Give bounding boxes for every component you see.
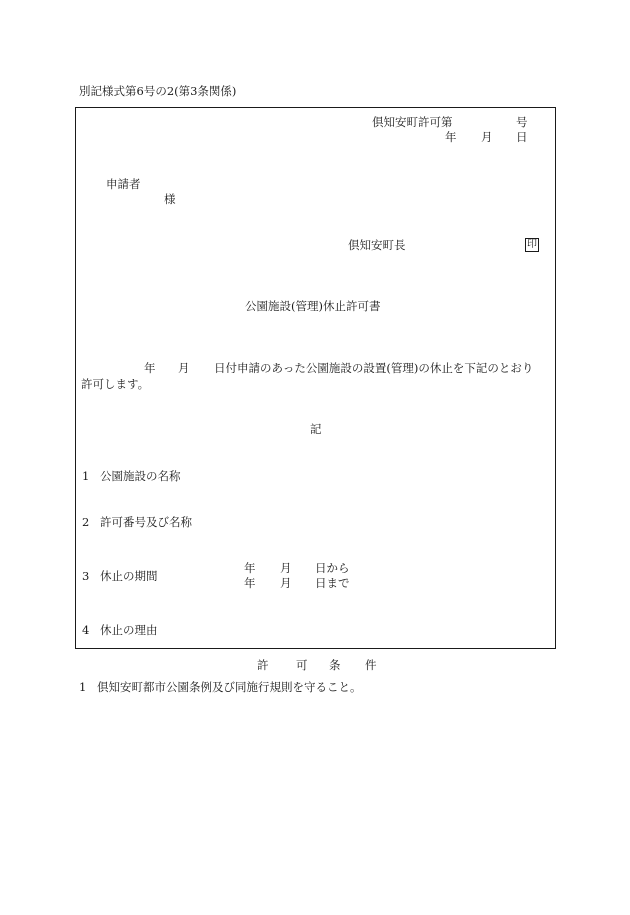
item-2-number: 2 (82, 515, 90, 529)
conditions-heading-char-3: 条 (329, 658, 341, 672)
date-month-label: 月 (481, 130, 493, 144)
conditions-heading-char-1: 許 (257, 658, 269, 672)
item-1-label: 公園施設の名称 (100, 469, 181, 483)
permit-number-suffix: 号 (516, 115, 528, 129)
seal-mark: 印 (527, 239, 537, 250)
body-line-1: 日付申請のあった公園施設の設置(管理)の休止を下記のとおり (214, 361, 534, 375)
item-1-number: 1 (82, 469, 90, 483)
ki-marker: 記 (310, 422, 322, 436)
item-4-number: 4 (82, 623, 90, 637)
conditions-heading-char-2: 可 (296, 658, 308, 672)
issuer-label: 倶知安町長 (348, 238, 406, 252)
period-to-month: 月 (280, 576, 292, 590)
applicant-honorific: 様 (164, 192, 176, 206)
item-3-label: 休止の期間 (100, 569, 158, 583)
date-year-label: 年 (445, 130, 457, 144)
body-month: 月 (178, 361, 190, 375)
period-from-day: 日から (315, 561, 350, 575)
date-day-label: 日 (516, 130, 528, 144)
period-from-year: 年 (244, 561, 256, 575)
body-year: 年 (144, 361, 156, 375)
condition-1-number: 1 (79, 680, 87, 694)
document-title: 公園施設(管理)休止許可書 (245, 299, 381, 313)
period-from-month: 月 (280, 561, 292, 575)
item-3-number: 3 (82, 569, 90, 583)
form-reference: 別記様式第6号の2(第3条関係) (79, 84, 237, 98)
conditions-heading-char-4: 件 (365, 658, 377, 672)
body-line-2: 許可します。 (81, 377, 150, 391)
condition-1-text: 倶知安町都市公園条例及び同施行規則を守ること。 (97, 680, 362, 694)
applicant-label: 申請者 (106, 177, 141, 191)
period-to-day: 日まで (315, 576, 350, 590)
item-2-label: 許可番号及び名称 (100, 515, 192, 529)
item-4-label: 休止の理由 (100, 623, 158, 637)
period-to-year: 年 (244, 576, 256, 590)
permit-number-prefix: 倶知安町許可第 (372, 115, 453, 129)
